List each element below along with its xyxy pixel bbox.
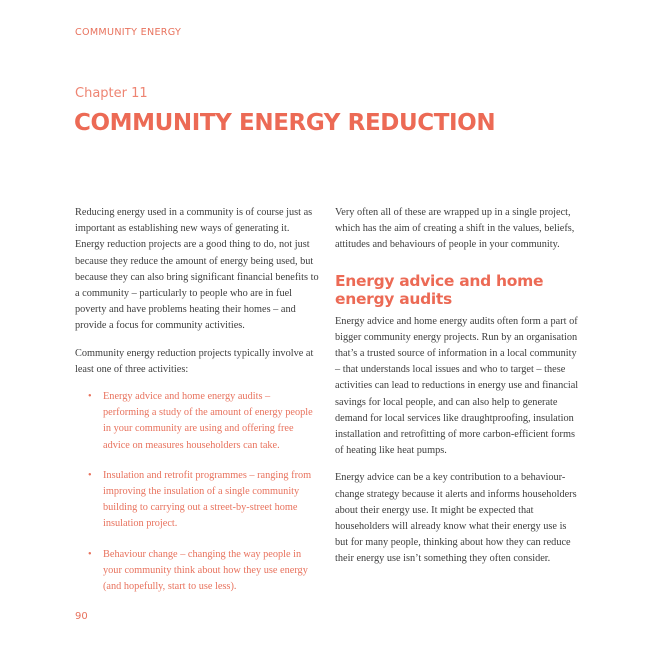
right-column	[335, 205, 580, 579]
behaviour-change-paragraph: Energy advice can be a key contribution to a behaviour-change strategy because it alerts and informs householders about their energy use. It might be expected that householders will already know what their energy use is but for many people, thinking about how they can reduce their energy use isn’t something they often consider.	[335, 472, 577, 565]
list-item-text: Energy advice and home energy audits – performing a study of the amount of energy people in your community are using and offering free advice on measures householders can take.	[103, 391, 313, 451]
page-number: 90	[75, 611, 88, 622]
section-heading: Energy advice and home energy audits	[335, 271, 544, 308]
list-item	[75, 468, 319, 533]
left-column	[75, 205, 319, 609]
list-item	[75, 389, 319, 454]
list-item-text: Behaviour change – changing the way people in your community think about how they use energy (and hopefully, start to use less).	[103, 548, 308, 593]
list-item	[75, 547, 319, 596]
bullet-icon: •	[88, 391, 92, 403]
running-header: COMMUNITY ENERGY	[75, 27, 182, 38]
chapter-label: Chapter 11	[75, 86, 148, 101]
bullet-icon: •	[88, 548, 92, 560]
energy-advice-paragraph: Energy advice and home energy audits often form a part of bigger community energy projects. Run by an organisation that’s a trusted source of information in a local community – that understands local issues and who to target – these activities can lead to reductions in energy use and financial savings for local people, and can also help to generate demand for local services like draughtproofing, insulation installation and retrofitting of more carbon-efficient forms of heating like heat pumps.	[335, 315, 579, 457]
continuation-paragraph: Very often all of these are wrapped up in a single project, which has the aim of creating a shift in the values, beliefs, attitudes and behaviours of people in your community.	[335, 207, 575, 251]
list-item-text: Insulation and retrofit programmes – ranging from improving the insulation of a single community building to carrying out a street-by-street home insulation project.	[103, 469, 312, 530]
chapter-title: COMMUNITY ENERGY REDUCTION	[74, 110, 496, 136]
activities-list	[75, 389, 319, 595]
activities-lead-in: Community energy reduction projects typically involve at least one of three activities:	[75, 347, 314, 375]
intro-paragraph: Reducing energy used in a community is of course just as important as establishing new ways of generating it. Energy reduction projects are a good thing to do, not just because they reduce the amount of energy being used, but because they can also bring significant financial benefits to a community – particularly to people who are in fuel poverty and have problems heating their homes – and provide a focus for community activities.	[75, 207, 319, 332]
bullet-icon: •	[88, 469, 92, 481]
